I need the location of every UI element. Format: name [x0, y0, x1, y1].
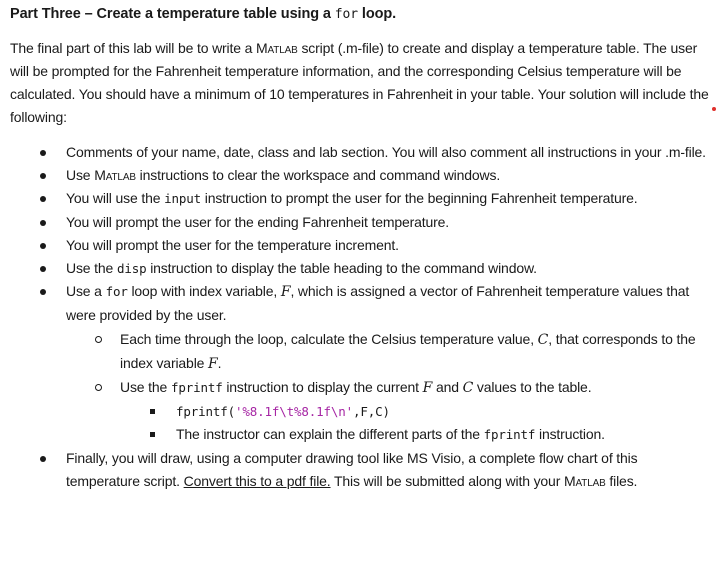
list-item: Use a for loop with index variable, F, which is assigned a vector of Fahrenheit temperature values that were provided by the user. Each time through the loop, calculate the Celsius temperature value, C, that corresponds to the index variable F. Use the fprintf instruction to display the current F and C values to the table. fprintf('%8.1f\t%8.1f\n',F,C) The instructor can explain the different parts of the fprintf instruction.	[66, 280, 715, 446]
loop-sublist	[66, 328, 709, 447]
code-for: for	[105, 284, 128, 300]
code-format-string: '%8.1f\t%8.1f\n'	[235, 404, 354, 420]
fprintf-sublist	[120, 400, 709, 446]
heading-suffix: loop.	[357, 6, 397, 22]
bullet-dot-icon	[40, 196, 46, 202]
list-item: Each time through the loop, calculate the Celsius temperature value, C, that corresponds to the index variable F.	[120, 328, 709, 376]
code-example-item	[176, 400, 709, 423]
heading-text: Part Three – Create a temperature table using a	[10, 6, 335, 22]
list-item: Comments of your name, date, class and lab section. You will also comment all instructions in your .m-file.	[66, 141, 715, 164]
list-item: You will prompt the user for the temperature increment.	[66, 234, 715, 257]
code-fprintf: fprintf	[483, 427, 536, 443]
list-item: Use the fprintf instruction to display the current F and C values to the table. fprintf('%8.1f\t%8.1f\n',F,C) The instructor can explain the different parts of the fprintf instruction.	[120, 376, 709, 447]
variable-f: F	[280, 284, 291, 301]
code-fprintf: fprintf	[170, 380, 223, 396]
heading-code-for: for	[334, 7, 358, 22]
code-fprintf-call: fprintf(	[176, 404, 236, 420]
intro-paragraph: The final part of this lab will be to write a Matlab script (.m-file) to create and display a temperature table. The user will be prompted for the Fahrenheit temperature information, and the corresponding Celsius temperature will be calculated. You should have a minimum of 10 temperatures in Fahrenheit in your table. Your solution will include the following:	[10, 40, 709, 125]
bullet-dot-icon	[40, 289, 46, 295]
list-item: Use the disp instruction to display the table heading to the command window.	[66, 257, 715, 280]
bullet-square-icon	[150, 409, 155, 414]
red-dot-mark	[712, 107, 716, 111]
list-item: Finally, you will draw, using a computer drawing tool like MS Visio, a complete flow chart of this temperature script. Convert this to a pdf file. This will be submitted along with your Matlab files.	[66, 447, 715, 493]
variable-c: C	[537, 331, 549, 348]
bullet-dot-icon	[40, 266, 46, 272]
requirements-list	[10, 141, 715, 493]
list-item: You will use the input instruction to prompt the user for the beginning Fahrenheit temperature.	[66, 187, 715, 210]
document-page	[10, 4, 715, 493]
variable-f: F	[208, 355, 218, 372]
bullet-dot-icon	[40, 220, 46, 226]
list-item: Use Matlab instructions to clear the workspace and command windows.	[66, 164, 715, 187]
section-heading	[10, 4, 715, 25]
bullet-dot-icon	[40, 243, 46, 249]
matlab-name: Matlab	[563, 472, 606, 489]
code-disp: disp	[116, 261, 147, 277]
pdf-instruction: Convert this to a pdf file.	[183, 472, 331, 489]
list-item: The instructor can explain the different parts of the fprintf instruction.	[176, 423, 709, 446]
list-item: You will prompt the user for the ending Fahrenheit temperature.	[66, 211, 715, 234]
code-input: input	[164, 191, 201, 207]
bullet-dot-icon	[40, 173, 46, 179]
bullet-circle-icon	[95, 336, 102, 343]
bullet-dot-icon	[40, 150, 46, 156]
variable-c: C	[462, 380, 474, 397]
variable-f: F	[422, 380, 433, 397]
matlab-name: Matlab	[256, 40, 298, 56]
bullet-dot-icon	[40, 456, 46, 462]
bullet-circle-icon	[95, 384, 102, 391]
matlab-name: Matlab	[94, 167, 136, 184]
code-args: ,F,C)	[353, 404, 390, 420]
bullet-square-icon	[150, 432, 155, 437]
